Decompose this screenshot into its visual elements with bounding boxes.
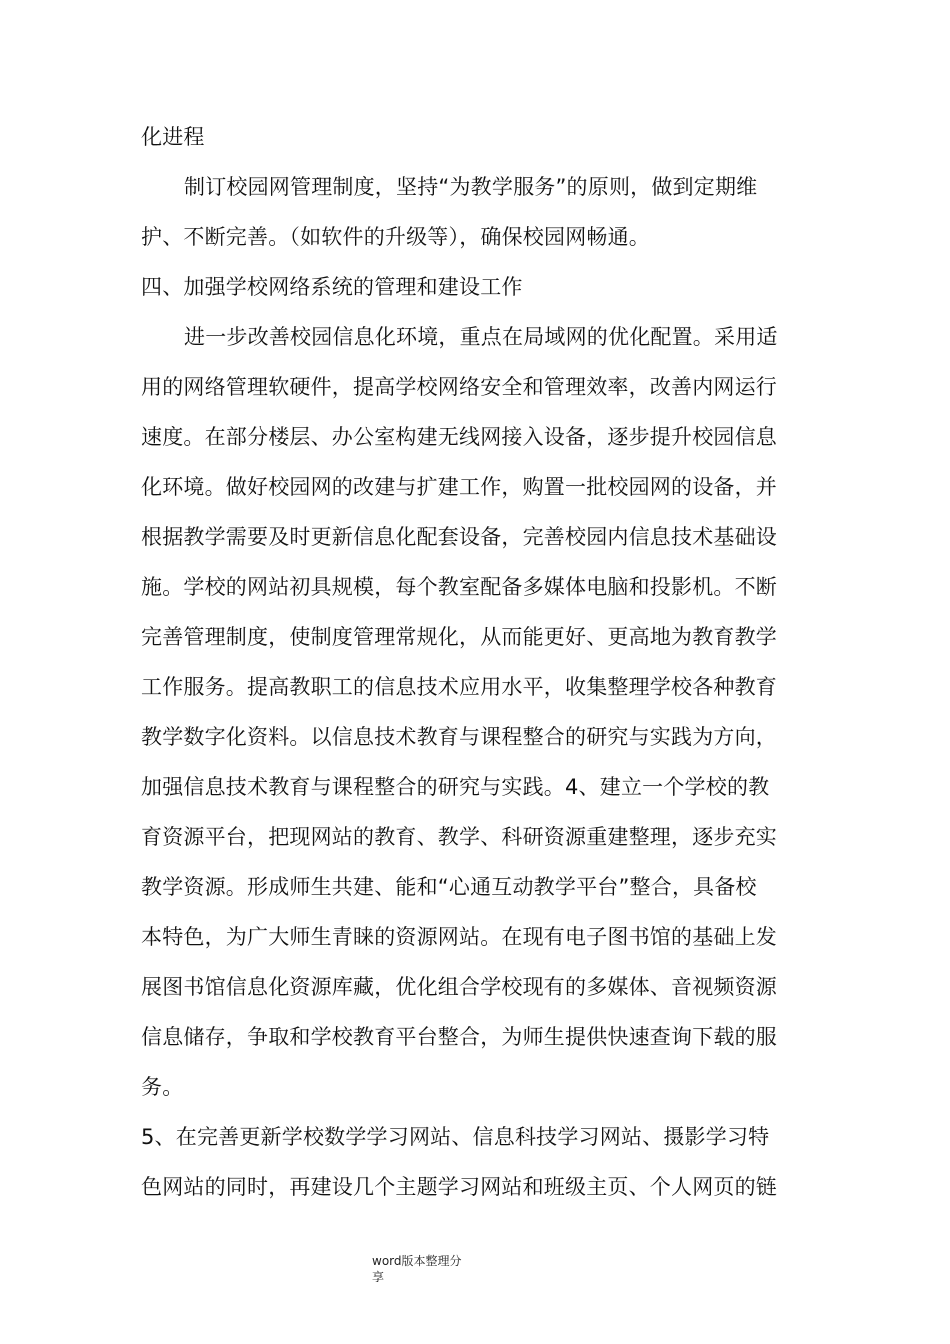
footer-line: 享 bbox=[372, 1270, 385, 1284]
text-line: 化进程 bbox=[141, 125, 205, 149]
text-line: 教学数字化资料。以信息技术教育与课程整合的研究与实践为方向， bbox=[141, 725, 777, 749]
text-line: 育资源平台，把现网站的教育、教学、科研资源重建整理，逐步充实 bbox=[141, 825, 777, 849]
text-line: 色网站的同时，再建设几个主题学习网站和班级主页、个人网页的链 bbox=[141, 1175, 777, 1199]
text-line: 本特色，为广大师生青睐的资源网站。在现有电子图书馆的基础上发 bbox=[141, 925, 777, 949]
text-line: 完善管理制度，使制度管理常规化，从而能更好、更高地为教育教学 bbox=[141, 625, 777, 649]
footer-line: word版本整理分 bbox=[372, 1254, 462, 1268]
page-footer bbox=[372, 1253, 492, 1285]
text-line: 务。 bbox=[141, 1075, 184, 1099]
text-line: 教学资源。形成师生共建、能和“心通互动教学平台”整合，具备校 bbox=[141, 875, 757, 899]
text-line: 护、不断完善。（如软件的升级等），确保校园网畅通。 bbox=[141, 225, 650, 249]
text-line: 用的网络管理软硬件，提高学校网络安全和管理效率，改善内网运行 bbox=[141, 375, 777, 399]
section-heading: 四、加强学校网络系统的管理和建设工作 bbox=[141, 275, 523, 299]
text-line: 制订校园网管理制度，坚持“为教学服务”的原则，做到定期维 bbox=[184, 175, 758, 199]
text-line: 工作服务。提高教职工的信息技术应用水平，收集整理学校各种教育 bbox=[141, 675, 777, 699]
text-line: 5、在完善更新学校数学学习网站、信息科技学习网站、摄影学习特 bbox=[141, 1125, 770, 1149]
text-line: 速度。在部分楼层、办公室构建无线网接入设备，逐步提升校园信息 bbox=[141, 425, 777, 449]
text-line: 根据教学需要及时更新信息化配套设备，完善校园内信息技术基础设 bbox=[141, 525, 777, 549]
text-line: 展图书馆信息化资源库藏，优化组合学校现有的多媒体、音视频资源 bbox=[141, 975, 777, 999]
text-line: 化环境。做好校园网的改建与扩建工作，购置一批校园网的设备，并 bbox=[141, 475, 777, 499]
text-line: 信息储存，争取和学校教育平台整合，为师生提供快速查询下载的服 bbox=[141, 1025, 777, 1049]
text-line: 施。学校的网站初具规模，每个教室配备多媒体电脑和投影机。不断 bbox=[141, 575, 777, 599]
text-line: 进一步改善校园信息化环境，重点在局域网的优化配置。采用适 bbox=[184, 325, 778, 349]
text-line: 加强信息技术教育与课程整合的研究与实践。4、建立一个学校的教 bbox=[141, 775, 770, 799]
document-body bbox=[141, 112, 813, 1212]
